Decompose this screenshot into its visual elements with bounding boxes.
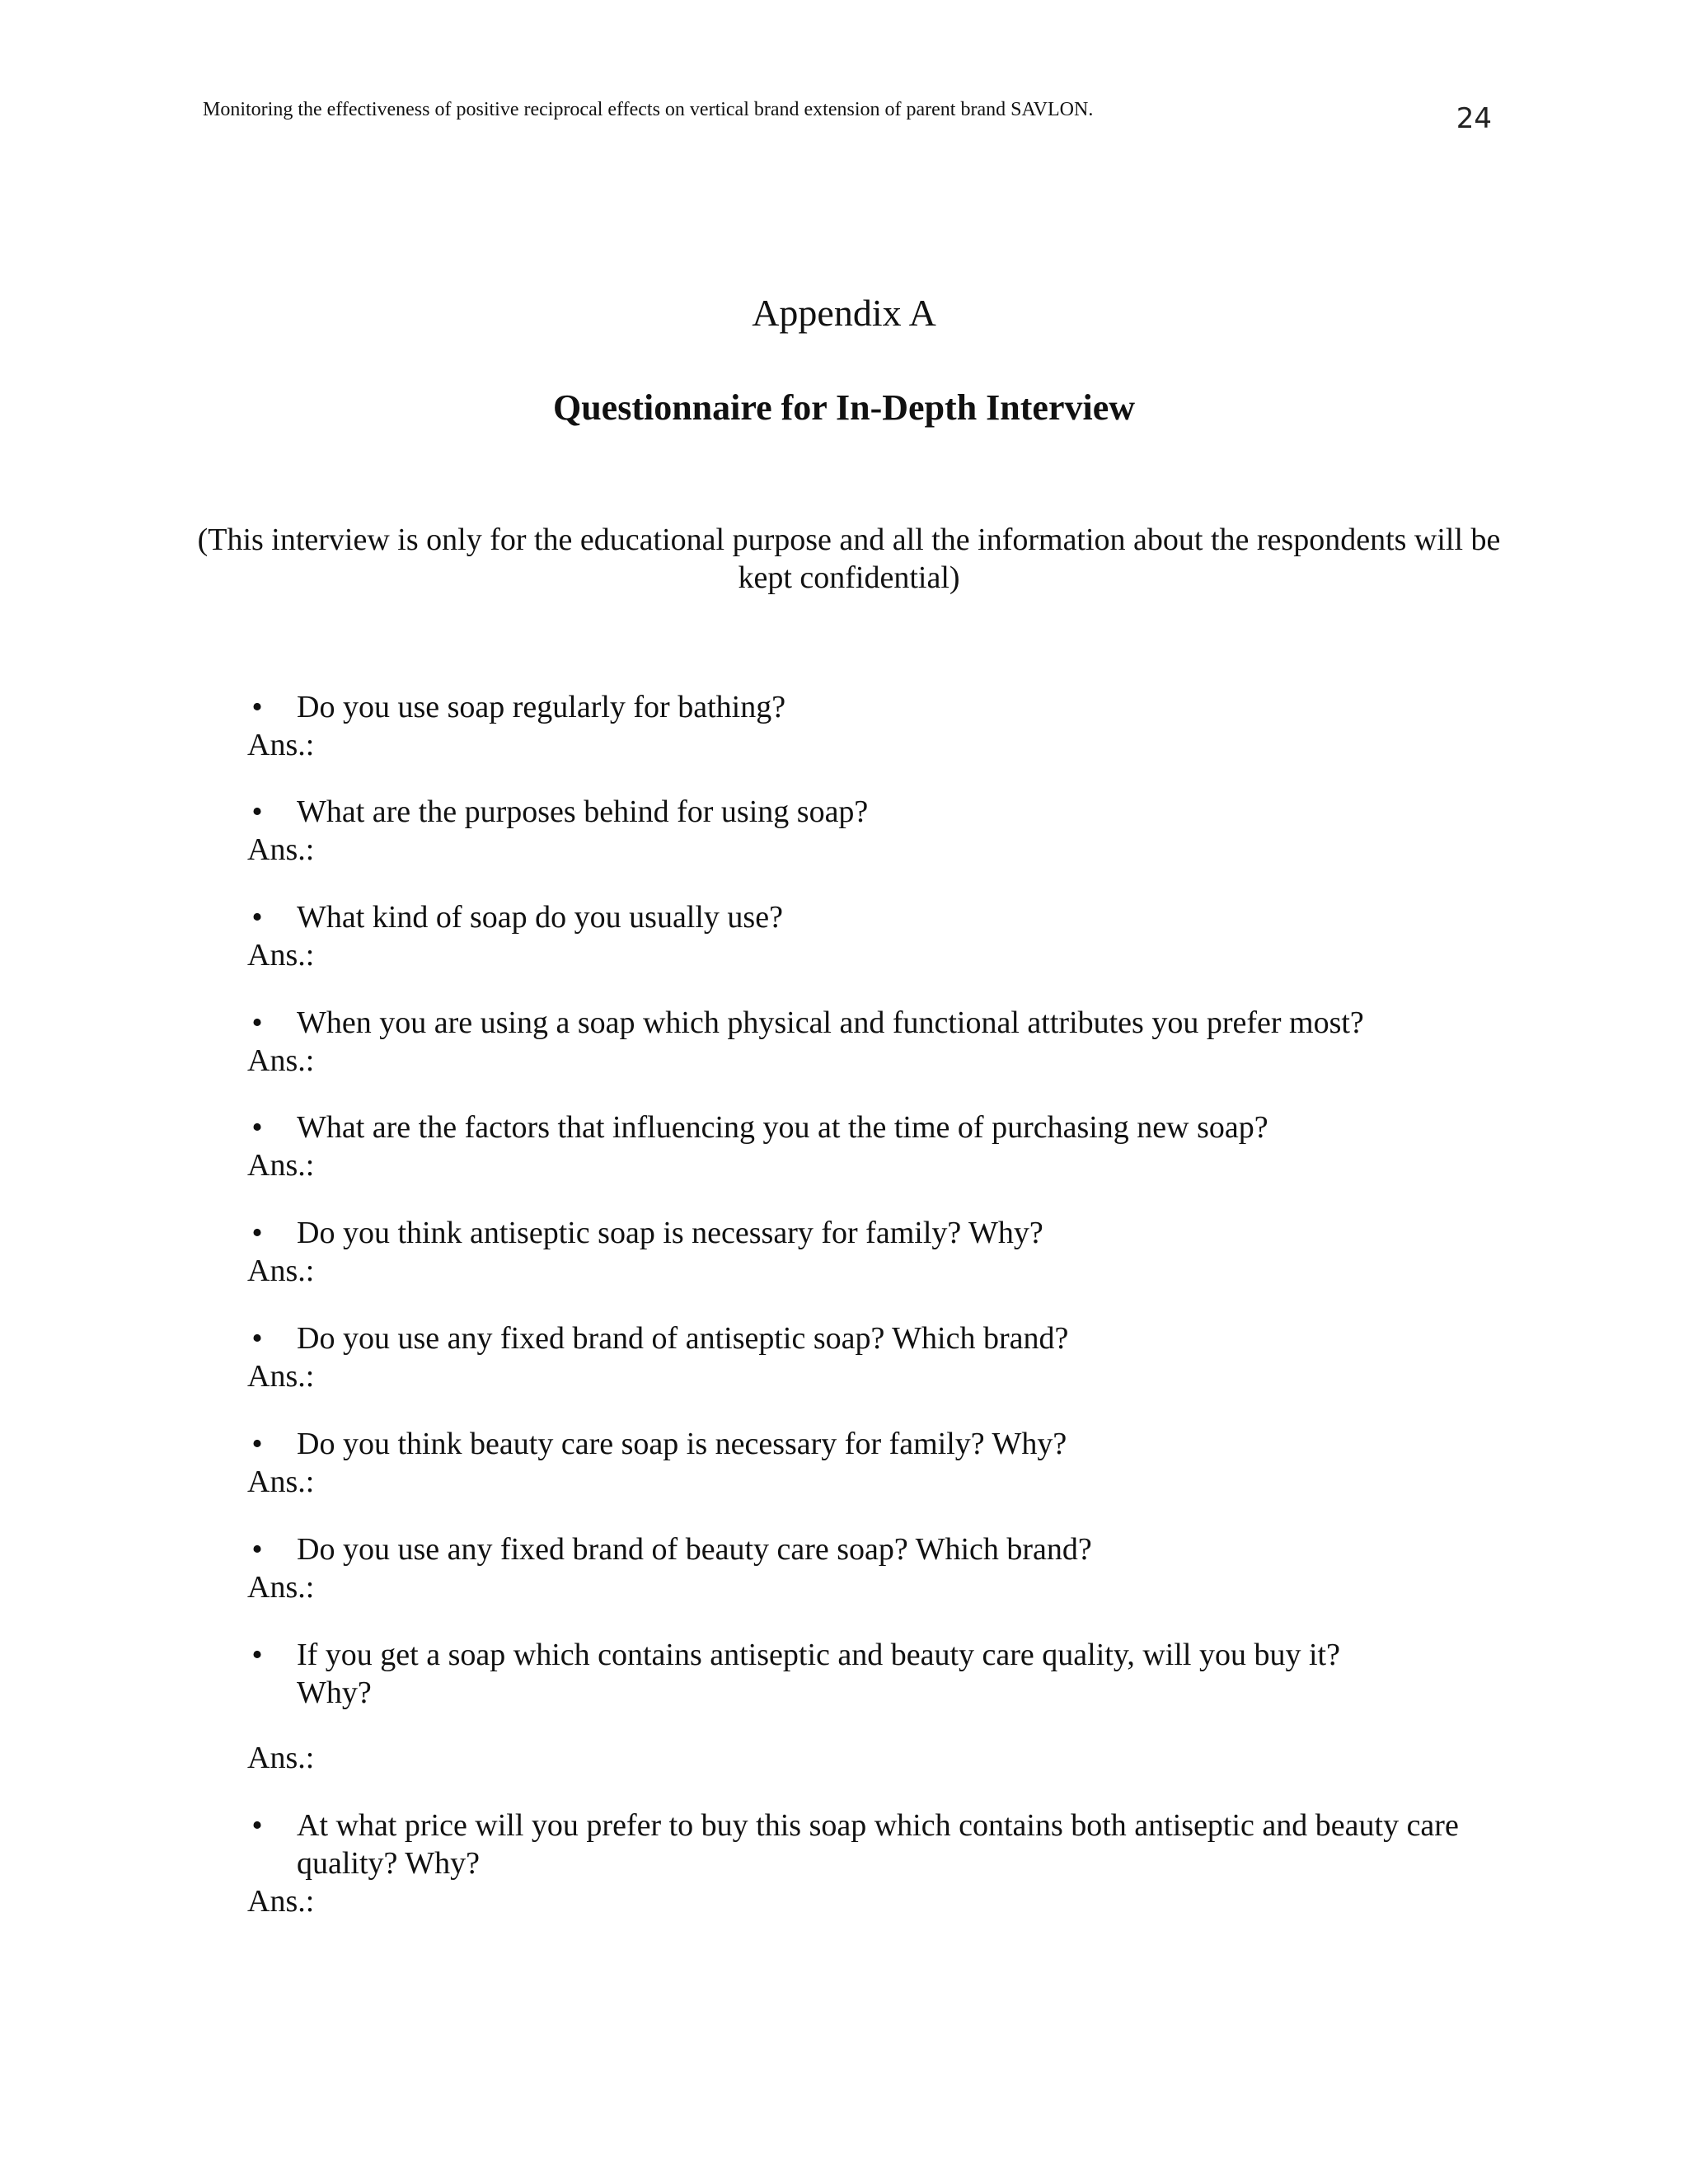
bullet-icon: • [251,1808,263,1843]
bullet-icon: • [251,794,263,829]
answer-label-2: Ans.: [247,832,315,867]
answer-label-1: Ans.: [247,728,315,762]
answer-label-7: Ans.: [247,1359,315,1394]
intro-note: (This interview is only for the educational purpose and all the information about the respondents will be kept confidential) [197,523,1501,595]
bullet-icon: • [251,690,263,724]
answer-label-9: Ans.: [247,1570,315,1605]
question-8: Do you think beauty care soap is necessary for family? Why? [297,1427,1067,1461]
bullet-icon: • [251,1321,263,1356]
bullet-icon: • [251,900,263,935]
appendix-label: Appendix A [752,292,936,334]
page-title: Questionnaire for In-Depth Interview [552,387,1136,428]
question-9: Do you use any fixed brand of beauty care soap? Which brand? [297,1532,1092,1567]
answer-label-8: Ans.: [247,1465,315,1499]
bullet-icon: • [251,1005,263,1040]
question-6: Do you think antiseptic soap is necessary for family? Why? [297,1216,1043,1250]
answer-label-6: Ans.: [247,1254,315,1288]
bullet-icon: • [251,1216,263,1250]
question-11: At what price will you prefer to buy this soap which contains both antiseptic and beauty care quality? Why? [297,1808,1459,1881]
answer-label-5: Ans.: [247,1148,315,1183]
bullet-icon: • [251,1110,263,1145]
bullet-icon: • [251,1638,263,1672]
question-7: Do you use any fixed brand of antiseptic soap? Which brand? [297,1321,1069,1356]
bullet-icon: • [251,1427,263,1461]
answer-label-3: Ans.: [247,938,315,972]
answer-label-10: Ans.: [247,1741,315,1775]
bullet-icon: • [251,1532,263,1567]
answer-label-11: Ans.: [247,1884,315,1919]
answer-label-4: Ans.: [247,1043,315,1078]
question-5: What are the factors that influencing you at the time of purchasing new soap? [297,1110,1268,1145]
question-1: Do you use soap regularly for bathing? [297,690,786,724]
question-3: What kind of soap do you usually use? [297,900,783,935]
page-number: 24 [1456,102,1492,135]
question-4: When you are using a soap which physical and functional attributes you prefer most? [297,1005,1364,1040]
question-10: If you get a soap which contains antiseptic and beauty care quality, will you buy it? Why? [297,1638,1340,1710]
running-header: Monitoring the effectiveness of positive reciprocal effects on vertical brand extension of parent brand SAVLON. [203,99,1094,120]
question-2: What are the purposes behind for using soap? [297,794,869,829]
